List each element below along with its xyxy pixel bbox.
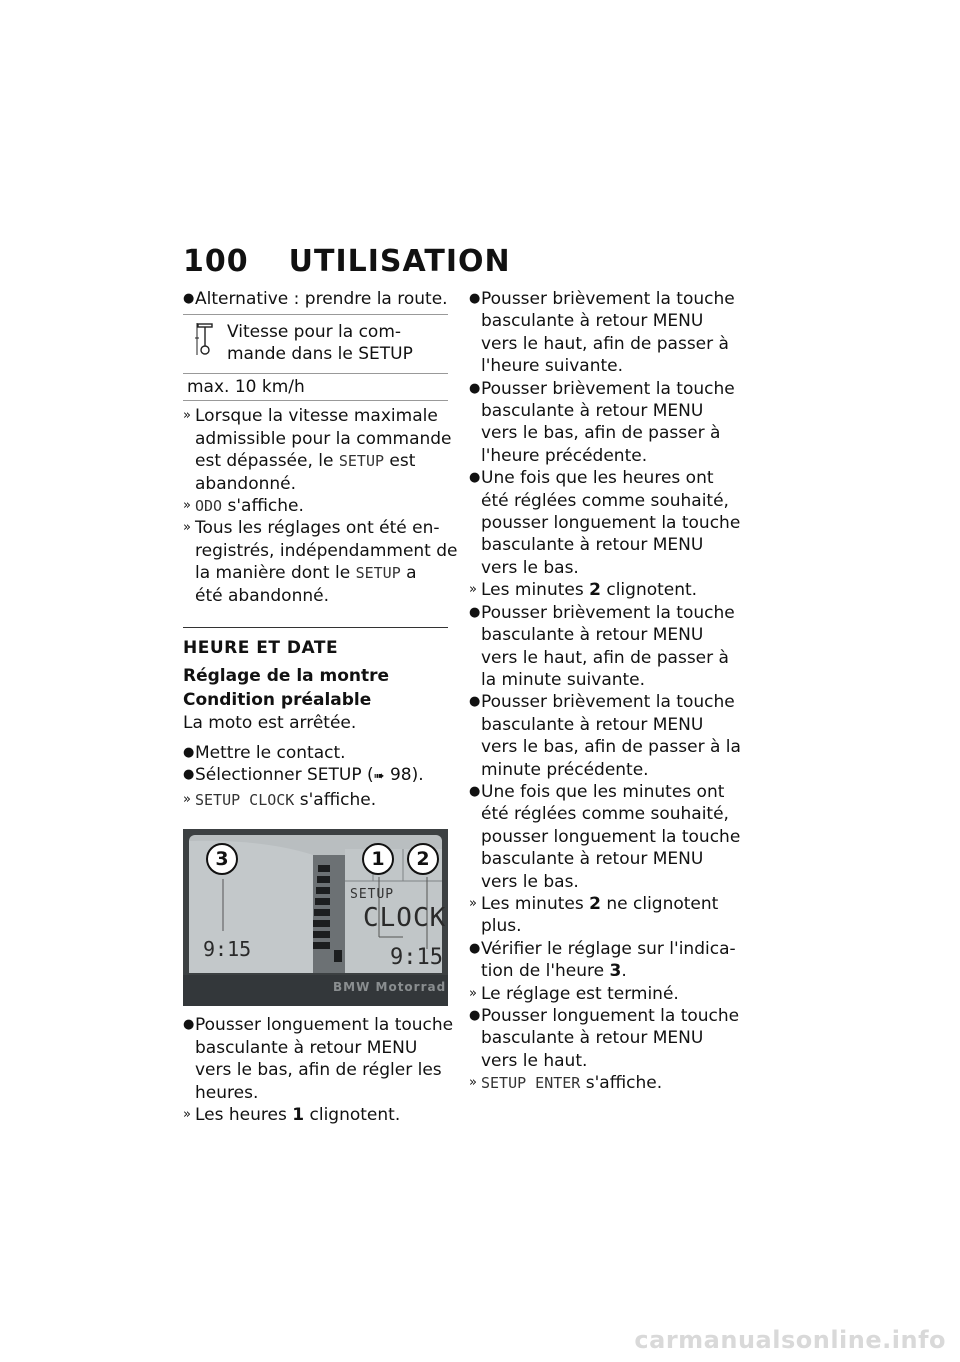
result-item: » SETUP ENTER s'affiche. (469, 1073, 663, 1094)
instrument-cluster-figure (183, 829, 448, 1006)
callout-1: 1 (362, 843, 394, 875)
bullet-icon: ● (183, 1017, 195, 1033)
page-header (183, 244, 511, 279)
result-arrow-icon: » (469, 985, 477, 1001)
left-column: ● Alternative : prendre la route. Vitesse pour la com- mande dans le SETUP max. 10 km/h » Lorsque la vitesse maximale admissible pour la commande est dépassée, le SETUP est abandonné. » ODO s'affiche. » Tous les réglages ont été en- registrés, indépendamment de la manière dont le SETUP a été abandonné. HEURE ET DATE Réglage de la montre Condition préalable La moto est arrêtée. ● Mettre le contact. ● Sélectionner SETUP (➠ 98). » SETUP CLOCK s'affiche. SETUP CLOCK 9:15 9:15 BMW Motorrad 3 1 2 ● Pousser longuement la touche basculante à retour MENU vers le bas, afin de régler les heures. » Les heures 1 clignotent. (183, 289, 458, 1125)
bullet-icon: ● (469, 470, 481, 486)
bullet-icon: ● (469, 291, 481, 306)
bullet-icon: ● (469, 604, 481, 620)
bullet-item: ● Pousser brièvement la touche (469, 289, 735, 309)
result-arrow-icon: » (469, 1075, 477, 1091)
bullet-item: ● Une fois que les minutes ont (469, 781, 725, 802)
page-title: UTILISATION (288, 244, 511, 279)
speed-label-line1: Vitesse pour la com- (227, 322, 402, 343)
speed-limit-box (183, 314, 448, 401)
right-column: ● Pousser brièvement la touche basculante à retour MENU vers le haut, afin de passer à l'heure suivante. ● Pousser brièvement la touche basculante à retour MENU vers le bas, afin de passer à l'heure précédente. ● Une fois que les heures ont été réglées comme souhaité, pousser longuement la touche basculante à retour MENU vers le bas. » Les minutes 2 clignotent. ● Pousser brièvement la touche basculante à retour MENU vers le haut, afin de passer à la minute suivante. ● Pousser brièvement la touche basculante à retour MENU vers le bas, afin de passer à la minute précédente. ● Une fois que les minutes ont été réglées comme souhaité, pousser longuement la touche basculante à retour MENU vers le bas. » Les minutes 2 ne clignotent plus. ● Vérifier le réglage sur l'indica- tion de l'heure 3. » Le réglage est terminé. ● Pousser longuement la touche basculante à retour MENU vers le haut. » SETUP ENTER s'affiche. (469, 288, 744, 1095)
bullet-icon: ● (183, 767, 195, 783)
page-number: 100 (183, 244, 249, 279)
bullet-item: ● Mettre le contact. (183, 743, 346, 764)
result-item: » SETUP CLOCK s'affiche. (183, 789, 377, 810)
precondition-text: La moto est arrêtée. (183, 713, 357, 734)
result-item: » Tous les réglages ont été en- (183, 518, 440, 539)
bullet-item: ● Vérifier le réglage sur l'indica- (469, 938, 736, 959)
lcd-clock-label: CLOCK (363, 903, 447, 934)
result-arrow-icon: » (469, 895, 477, 911)
result-item: » Les heures 1 clignotent. (183, 1104, 401, 1125)
callout-3: 3 (206, 843, 238, 875)
bullet-icon: ● (183, 745, 195, 761)
subsection-title: Réglage de la montre (183, 666, 390, 687)
result-item: » Les minutes 2 clignotent. (469, 580, 698, 601)
result-arrow-icon: » (183, 498, 191, 514)
result-item: » Lorsque la vitesse maximale (183, 406, 438, 427)
speedometer-gauge-icon (183, 321, 227, 357)
precondition-title: Condition préalable (183, 690, 372, 711)
brand-label: BMW Motorrad (333, 980, 447, 995)
bullet-icon: ● (469, 380, 481, 396)
result-arrow-icon: » (183, 520, 191, 536)
bullet-item: ● Pousser brièvement la touche (469, 692, 735, 713)
bullet-icon: ● (469, 694, 481, 710)
bullet-icon: ● (469, 783, 481, 799)
result-item: » Le réglage est terminé. (469, 983, 679, 1004)
speed-label-line2: mande dans le SETUP (227, 344, 413, 365)
result-item: » ODO s'affiche. (183, 496, 304, 517)
bullet-icon: ● (183, 291, 195, 306)
watermark: carmanualsonline.info (634, 1326, 946, 1354)
section-title: HEURE ET DATE (183, 638, 339, 659)
bullet-item: ● Sélectionner SETUP (➠ 98). (183, 765, 424, 786)
page-reference-arrow-icon: ➠ (373, 769, 385, 785)
result-arrow-icon: » (183, 408, 191, 424)
result-arrow-icon: » (469, 582, 477, 598)
lcd-time-right: 9:15 (390, 945, 443, 971)
result-item: » Les minutes 2 ne clignotent (469, 893, 719, 914)
bullet-item: ● Pousser longuement la touche (183, 1015, 454, 1036)
callout-2: 2 (407, 843, 439, 875)
bullet-item: ● Une fois que les heures ont (469, 468, 714, 489)
lcd-time-left: 9:15 (203, 937, 252, 962)
result-arrow-icon: » (183, 791, 191, 807)
result-arrow-icon: » (183, 1106, 191, 1122)
section-divider (183, 627, 448, 628)
bullet-item: ● Pousser brièvement la touche (469, 602, 735, 623)
bullet-icon: ● (469, 1008, 481, 1023)
bullet-item: ● Alternative : prendre la route. (183, 289, 448, 309)
lcd-setup-label: SETUP (350, 887, 395, 903)
bullet-item: ● Pousser brièvement la touche (469, 378, 735, 399)
bullet-item: ● Pousser longuement la touche (469, 1006, 740, 1026)
speed-limit-value: max. 10 km/h (187, 377, 305, 398)
bullet-icon: ● (469, 940, 481, 956)
